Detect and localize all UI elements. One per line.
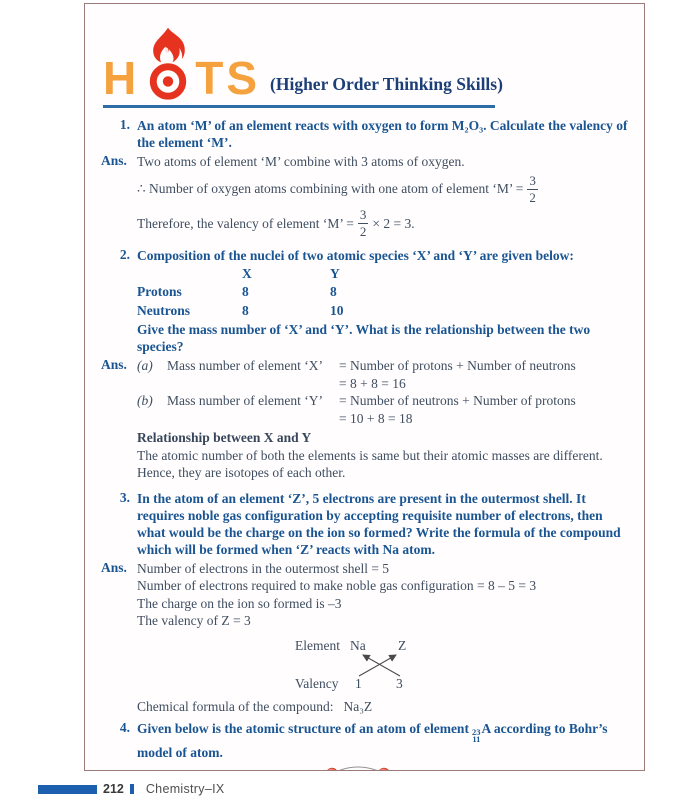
book-title: Chemistry–IX xyxy=(145,782,225,796)
question-4-text xyxy=(137,720,636,761)
crisscross-arrow-to-z xyxy=(359,655,396,676)
answer-1-line-3-pre: Therefore, the valency of element ‘M’ = xyxy=(137,215,354,231)
relationship-title: Relationship between X and Y xyxy=(137,430,312,446)
answer-3-line-3: The charge on the ion so formed is –3 xyxy=(137,595,342,611)
answer-2-body xyxy=(137,357,636,482)
answer-3-body xyxy=(137,560,636,716)
fraction-numerator: 3 xyxy=(529,173,536,188)
answer-2b-marker: (b) xyxy=(137,393,153,409)
relationship-line-1: The atomic number of both the elements is same but their atomic masses are different. xyxy=(137,447,603,463)
answer-2-label: Ans. xyxy=(101,357,127,373)
answer-2b-rhs1: = Number of neutrons + Number of protons xyxy=(339,393,576,409)
fraction-denominator: 2 xyxy=(529,189,536,205)
answer-2b-lhs: Mass number of element ‘Y’ xyxy=(167,393,323,409)
answer-3-line-4: The valency of Z = 3 xyxy=(137,613,251,629)
answer-2b xyxy=(137,392,632,427)
table-corner-cell xyxy=(137,265,242,284)
answer-2a-rhs1: = Number of protons + Number of neutrons xyxy=(339,358,576,374)
question-4-after: according to Bohr’s model of atom. xyxy=(137,720,608,760)
isotope-mass-number: 23 xyxy=(471,726,481,737)
question-1 xyxy=(101,117,636,151)
answer-1-line-3-post: × 2 = 3. xyxy=(372,215,415,231)
question-3 xyxy=(101,490,636,558)
crisscross-valency-3: 3 xyxy=(396,675,403,691)
flame-o-icon xyxy=(142,26,194,104)
question-2-continuation: Give the mass number of ‘X’ and ‘Y’. What is the relationship between the two species? xyxy=(137,322,591,355)
answer-2a xyxy=(137,357,632,392)
table-cell: 8 xyxy=(330,284,337,300)
formula-line xyxy=(137,698,632,716)
fraction-3-2 xyxy=(527,174,538,204)
nuclei-table xyxy=(137,265,632,321)
answer-3 xyxy=(101,560,636,716)
isotope-atomic-number: 11 xyxy=(472,734,481,745)
bohr-atom-svg xyxy=(293,761,425,771)
relationship-line-2: Hence, they are isotopes of each other. xyxy=(137,465,346,481)
flame-shape xyxy=(153,28,185,63)
answer-1-line-2-text: ∴ Number of oxygen atoms combining with one atom of element ‘M’ = xyxy=(137,181,524,197)
logo-letter-h: H xyxy=(103,52,140,104)
answer-3-line-2: Number of electrons required to make noble gas configuration = 8 – 5 = 3 xyxy=(137,578,537,594)
answer-3-line-1: Number of electrons in the outermost shell = 5 xyxy=(137,560,390,576)
crisscross-arrow-to-na xyxy=(363,655,400,676)
isotope-symbol: A xyxy=(481,720,491,736)
table-cell: 8 xyxy=(242,284,249,300)
crisscross-valency-1: 1 xyxy=(355,675,362,691)
formula-value: Na₃Z xyxy=(343,699,373,715)
answer-2b-rhs xyxy=(339,392,632,427)
flame-highlight xyxy=(164,47,169,59)
table-row-label: Neutrons xyxy=(137,302,191,318)
textbook-page xyxy=(84,3,645,771)
table-cell: 8 xyxy=(242,302,249,318)
table-row-label: Protons xyxy=(137,284,182,300)
answer-1-line-2 xyxy=(137,174,632,204)
fraction-denominator: 2 xyxy=(359,223,367,239)
isotope-notation xyxy=(471,726,481,745)
answer-1 xyxy=(101,153,636,243)
table-col-x: X xyxy=(242,265,252,281)
header-rule xyxy=(103,105,495,108)
question-2-body xyxy=(137,247,636,356)
crisscross-element-1: Na xyxy=(350,637,366,653)
crisscross-element-label: Element xyxy=(295,637,340,653)
hots-subtitle: (Higher Order Thinking Skills) xyxy=(270,74,503,94)
question-1-text: An atom ‘M’ of an element reacts with oxygen to form M₂O₃. Calculate the valency of the element ‘M’. xyxy=(137,117,628,150)
question-4 xyxy=(101,720,636,761)
table-col-y: Y xyxy=(330,265,340,281)
question-4-before: Given below is the atomic structure of an atom of element xyxy=(137,720,469,736)
question-3-text: In the atom of an element ‘Z’, 5 electrons are present in the outermost shell. It requires noble gas configuration by accepting requisite number of electrons, then what would be the charge on the ion so formed? Write the formula of the compound which will be formed when ‘Z’ reacts with Na atom. xyxy=(137,490,621,557)
question-2 xyxy=(101,247,636,356)
crisscross-valency-label: Valency xyxy=(295,675,339,691)
answer-2a-rhs xyxy=(339,357,632,392)
page-footer xyxy=(38,782,224,796)
answer-1-label: Ans. xyxy=(101,152,127,168)
answer-1-body xyxy=(137,153,636,243)
question-2-number: 2. xyxy=(119,246,130,262)
page-number: 212 xyxy=(103,782,124,796)
footer-divider xyxy=(130,783,134,795)
crisscross-valency-diagram xyxy=(295,634,470,692)
question-2-text: Composition of the nuclei of two atomic species ‘X’ and ‘Y’ are given below: xyxy=(137,247,574,263)
fraction-numerator: 3 xyxy=(359,207,367,223)
formula-label: Chemical formula of the compound: xyxy=(137,699,334,715)
answer-2a-marker: (a) xyxy=(137,358,153,374)
answer-1-line-3 xyxy=(137,208,632,238)
answer-2 xyxy=(101,357,636,482)
answer-1-line-1: Two atoms of element ‘M’ combine with 3 atoms of oxygen. xyxy=(137,153,465,169)
bohr-atom-diagram xyxy=(293,761,636,771)
table-header-row xyxy=(137,265,632,284)
footer-accent-bar xyxy=(38,785,97,794)
logo-letter-ts: TS xyxy=(195,52,261,104)
hots-logo xyxy=(103,24,636,104)
answer-2a-rhs2: = 8 + 8 = 16 xyxy=(339,375,406,391)
table-row xyxy=(137,283,632,302)
answer-2a-lhs: Mass number of element ‘X’ xyxy=(167,358,323,374)
crisscross-element-2: Z xyxy=(398,637,407,653)
answer-2b-rhs2: = 10 + 8 = 18 xyxy=(339,410,413,426)
table-row xyxy=(137,302,632,321)
table-cell: 10 xyxy=(330,302,344,318)
question-1-number: 1. xyxy=(119,116,130,132)
fraction-3-2-b xyxy=(358,208,369,238)
question-4-number: 4. xyxy=(119,719,130,735)
question-3-number: 3. xyxy=(119,489,130,505)
logo-letter-o-dot xyxy=(163,76,173,86)
answer-3-label: Ans. xyxy=(101,559,127,575)
